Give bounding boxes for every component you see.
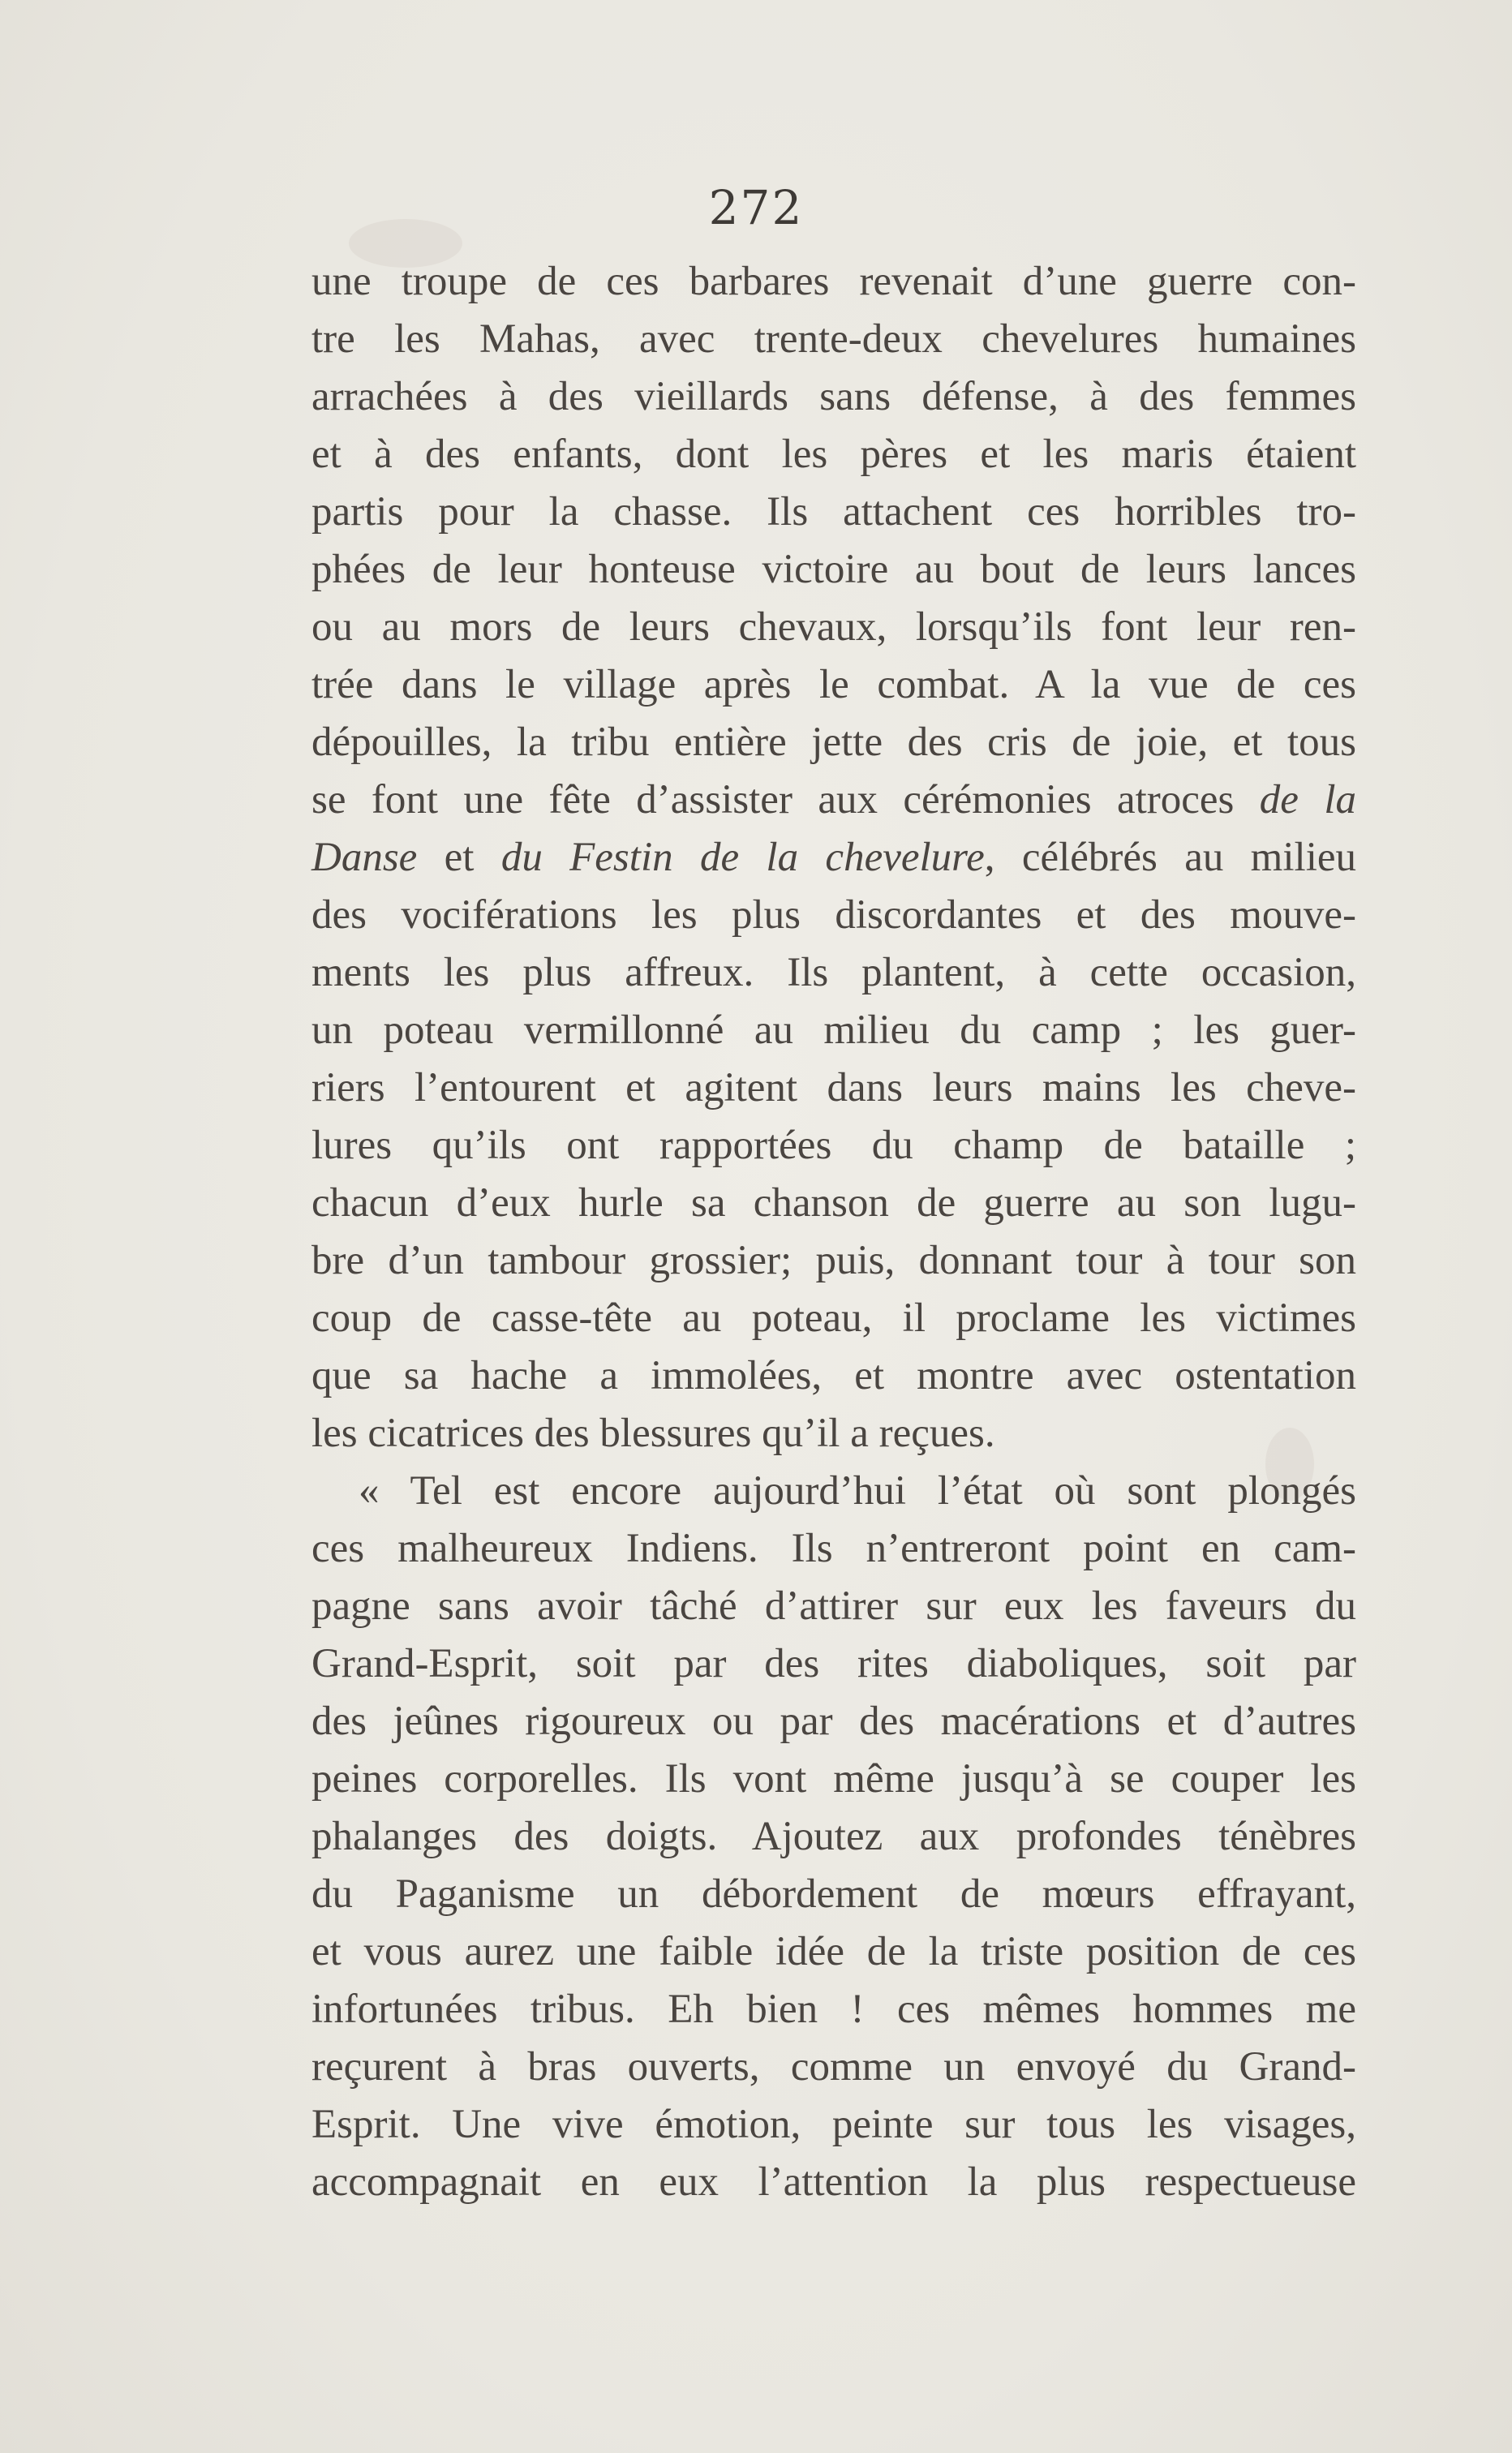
- text-line: que sa hache a immolées, et montre avec ostentation: [311, 1353, 1356, 1398]
- italic-text: Danse: [311, 835, 418, 880]
- text-line: ou au mors de leurs chevaux, lorsqu’ils font leur ren-: [311, 604, 1356, 650]
- text-line: ces malheureux Indiens. Ils n’entreront point en cam-: [311, 1526, 1356, 1571]
- text-line: « Tel est encore aujourd’hui l’état où sont plongés: [359, 1468, 1356, 1514]
- text-line: peines corporelles. Ils vont même jusqu’à se couper les: [311, 1756, 1356, 1802]
- text-line: accompagnait en eux l’attention la plus respectueuse: [311, 2159, 1356, 2205]
- italic-text: de la: [1259, 777, 1357, 823]
- text-line: coup de casse-tête au poteau, il proclame les victimes: [311, 1295, 1356, 1341]
- text-line: phées de leur honteuse victoire au bout de leurs lances: [311, 547, 1356, 592]
- text-line: bre d’un tambour grossier; puis, donnant tour à tour son: [311, 1238, 1356, 1283]
- body-text: [311, 253, 1356, 2211]
- italic-text: du Festin de la chevelure: [500, 835, 985, 880]
- text-segment: , célébrés au milieu: [984, 835, 1357, 880]
- text-line: les cicatrices des blessures qu’il a reçues.: [311, 1411, 995, 1456]
- text-line: [311, 829, 1356, 887]
- text-line: pagne sans avoir tâché d’attirer sur eux les faveurs du: [311, 1583, 1356, 1629]
- text-line: trée dans le village après le combat. A la vue de ces: [311, 662, 1356, 707]
- text-line: des jeûnes rigoureux ou par des macérations et d’autres: [311, 1699, 1356, 1744]
- text-line: [311, 771, 1356, 829]
- text-line: et à des enfants, dont les pères et les maris étaient: [311, 432, 1356, 477]
- text-line: chacun d’eux hurle sa chanson de guerre au son lugu-: [311, 1180, 1356, 1226]
- text-line: tre les Mahas, avec trente-deux chevelures humaines: [311, 316, 1356, 362]
- text-line: du Paganisme un débordement de mœurs effrayant,: [311, 1871, 1356, 1917]
- page-number: 272: [708, 180, 804, 235]
- text-line: reçurent à bras ouverts, comme un envoyé du Grand-: [311, 2044, 1356, 2090]
- text-line: Esprit. Une vive émotion, peinte sur tous les visages,: [311, 2102, 1356, 2147]
- text-line: un poteau vermillonné au milieu du camp ; les guer-: [311, 1007, 1356, 1053]
- text-line: partis pour la chasse. Ils attachent ces horribles tro-: [311, 489, 1356, 535]
- text-line: des vociférations les plus discordantes et des mouve-: [311, 892, 1356, 938]
- text-line: Grand-Esprit, soit par des rites diaboliques, soit par: [311, 1641, 1356, 1686]
- text-segment: se font une fête d’assister aux cérémonies atroces: [311, 777, 1260, 823]
- text-line: lures qu’ils ont rapportées du champ de bataille ;: [311, 1123, 1356, 1168]
- text-line: riers l’entourent et agitent dans leurs mains les cheve-: [311, 1065, 1356, 1111]
- text-line: et vous aurez une faible idée de la triste position de ces: [311, 1929, 1356, 1974]
- text-line: une troupe de ces barbares revenait d’une guerre con-: [311, 259, 1356, 304]
- text-line: dépouilles, la tribu entière jette des cris de joie, et tous: [311, 720, 1356, 765]
- text-line: ments les plus affreux. Ils plantent, à cette occasion,: [311, 950, 1356, 995]
- text-line: arrachées à des vieillards sans défense, à des femmes: [311, 374, 1356, 419]
- text-segment: et: [417, 835, 501, 880]
- text-line: phalanges des doigts. Ajoutez aux profondes ténèbres: [311, 1814, 1356, 1859]
- text-line: infortunées tribus. Eh bien ! ces mêmes hommes me: [311, 1987, 1356, 2032]
